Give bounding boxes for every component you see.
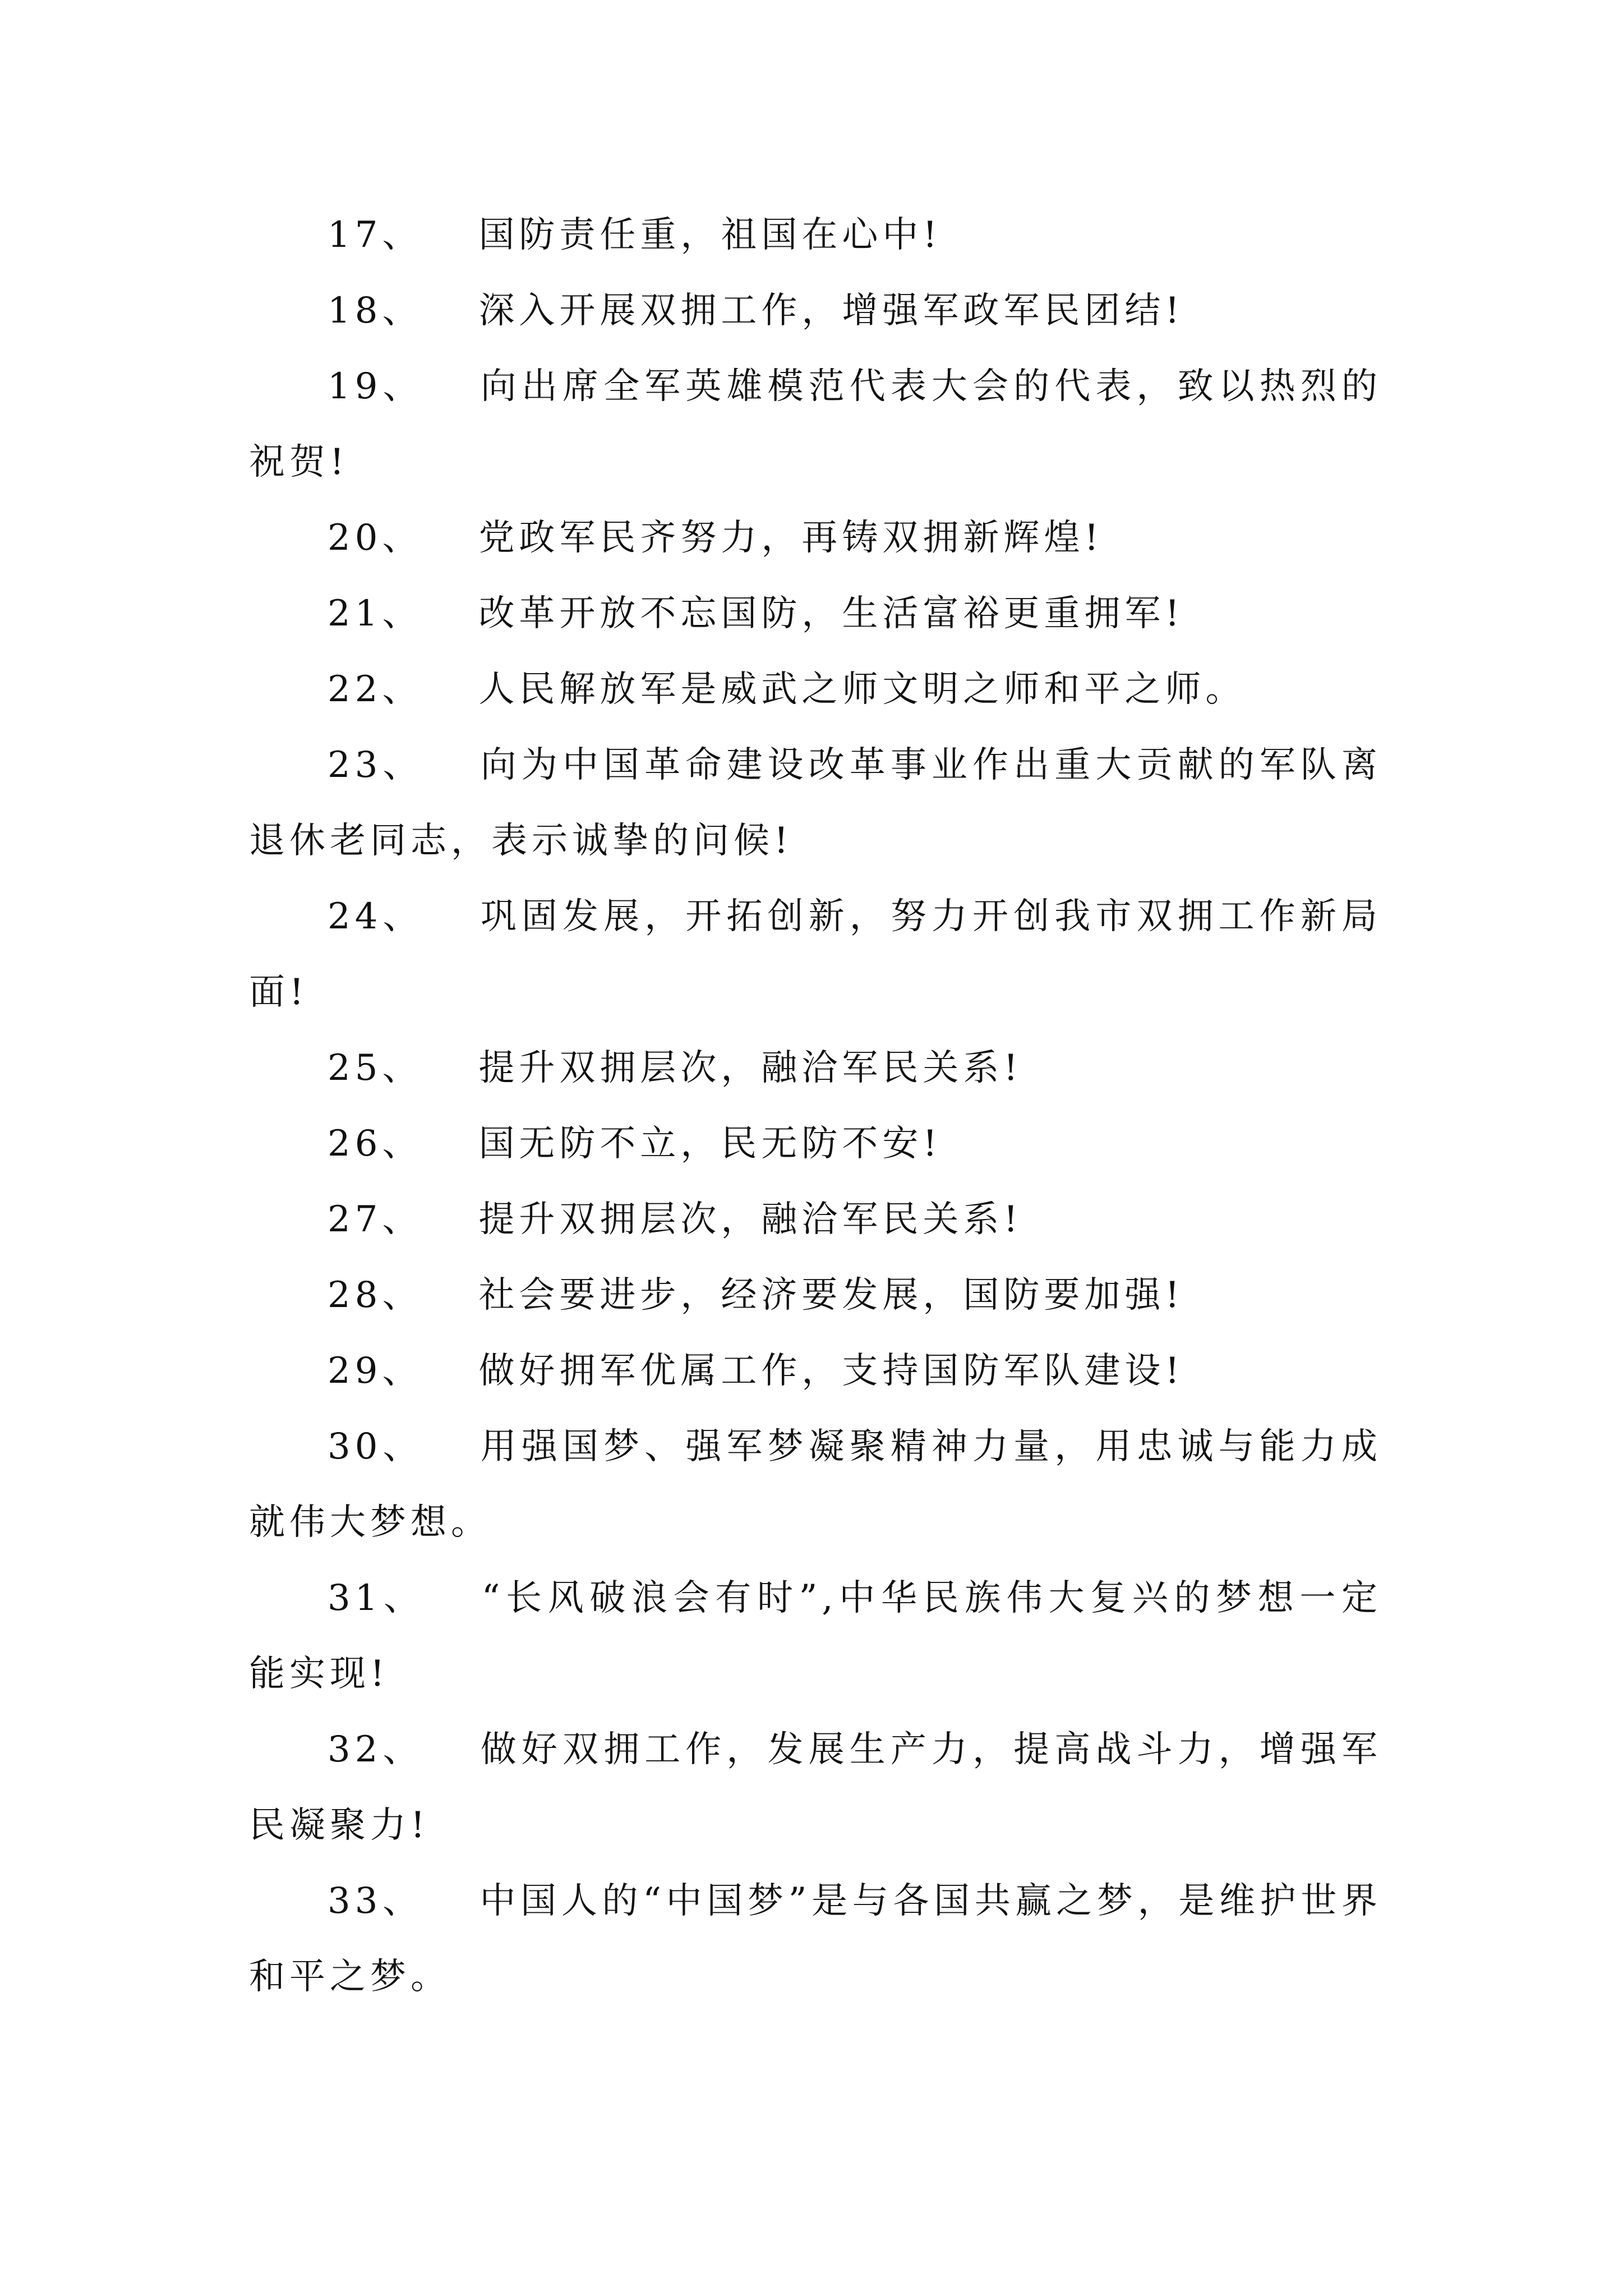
item-text: 深入开展双拥工作，增强军政军民团结! [478,290,1184,332]
item-number: 29、 [328,1350,423,1392]
item-text: 向为中国革命建设改革事业作出重大贡献的军队离退休老同志，表示诚挚的问候! [249,744,1382,862]
item-number: 33、 [328,1880,423,1922]
item-number: 27、 [328,1199,423,1240]
list-item [249,349,1382,500]
item-number: 32、 [328,1729,424,1770]
item-number: 30、 [328,1426,424,1467]
list-item [249,728,1382,879]
list-item [249,879,1382,1030]
list-item [249,1333,1382,1409]
list-item [249,652,1382,728]
item-number: 19、 [328,366,424,407]
list-item [249,1561,1382,1712]
item-number: 26、 [328,1123,423,1165]
item-number: 22、 [328,669,423,710]
list-item [249,1030,1382,1106]
list-item [249,500,1382,576]
item-text: “长风破浪会有时”,中华民族伟大复兴的梦想一定能实现! [249,1577,1382,1695]
item-text: 用强国梦、强军梦凝聚精神力量，用忠诚与能力成就伟大梦想。 [249,1426,1382,1543]
item-text: 改革开放不忘国防，生活富裕更重拥军! [478,593,1184,634]
item-number: 28、 [328,1274,423,1316]
item-text: 巩固发展，开拓创新，努力开创我市双拥工作新局面! [249,896,1382,1013]
item-number: 24、 [328,896,424,937]
item-text: 国防责任重，祖国在心中! [478,214,942,256]
item-text: 做好拥军优属工作，支持国防军队建设! [478,1350,1184,1392]
item-text: 党政军民齐努力，再铸双拥新辉煌! [478,517,1104,559]
list-item [249,1258,1382,1333]
list-item [249,1106,1382,1182]
slogan-list [249,197,1382,2015]
item-text: 提升双拥层次，融洽军民关系! [478,1047,1023,1089]
item-text: 国无防不立，民无防不安! [478,1123,942,1165]
list-item [249,197,1382,273]
item-text: 社会要进步，经济要发展，国防要加强! [478,1274,1184,1316]
item-text: 向出席全军英雄模范代表大会的代表，致以热烈的祝贺! [249,366,1382,483]
item-text: 提升双拥层次，融洽军民关系! [478,1199,1023,1240]
list-item [249,1712,1382,1864]
item-number: 17、 [328,214,423,256]
item-text: 做好双拥工作，发展生产力，提高战斗力，增强军民凝聚力! [249,1729,1382,1846]
list-item [249,1409,1382,1561]
list-item [249,1864,1382,2015]
list-item [249,576,1382,652]
item-number: 21、 [328,593,423,634]
item-number: 23、 [328,744,424,786]
item-number: 20、 [328,517,423,559]
item-number: 25、 [328,1047,423,1089]
item-number: 31、 [328,1577,426,1619]
list-item [249,273,1382,349]
item-text: 人民解放军是威武之师文明之师和平之师。 [478,669,1246,710]
list-item [249,1182,1382,1258]
item-text: 中国人的“中国梦”是与各国共赢之梦，是维护世界和平之梦。 [249,1880,1382,1998]
item-number: 18、 [328,290,423,332]
